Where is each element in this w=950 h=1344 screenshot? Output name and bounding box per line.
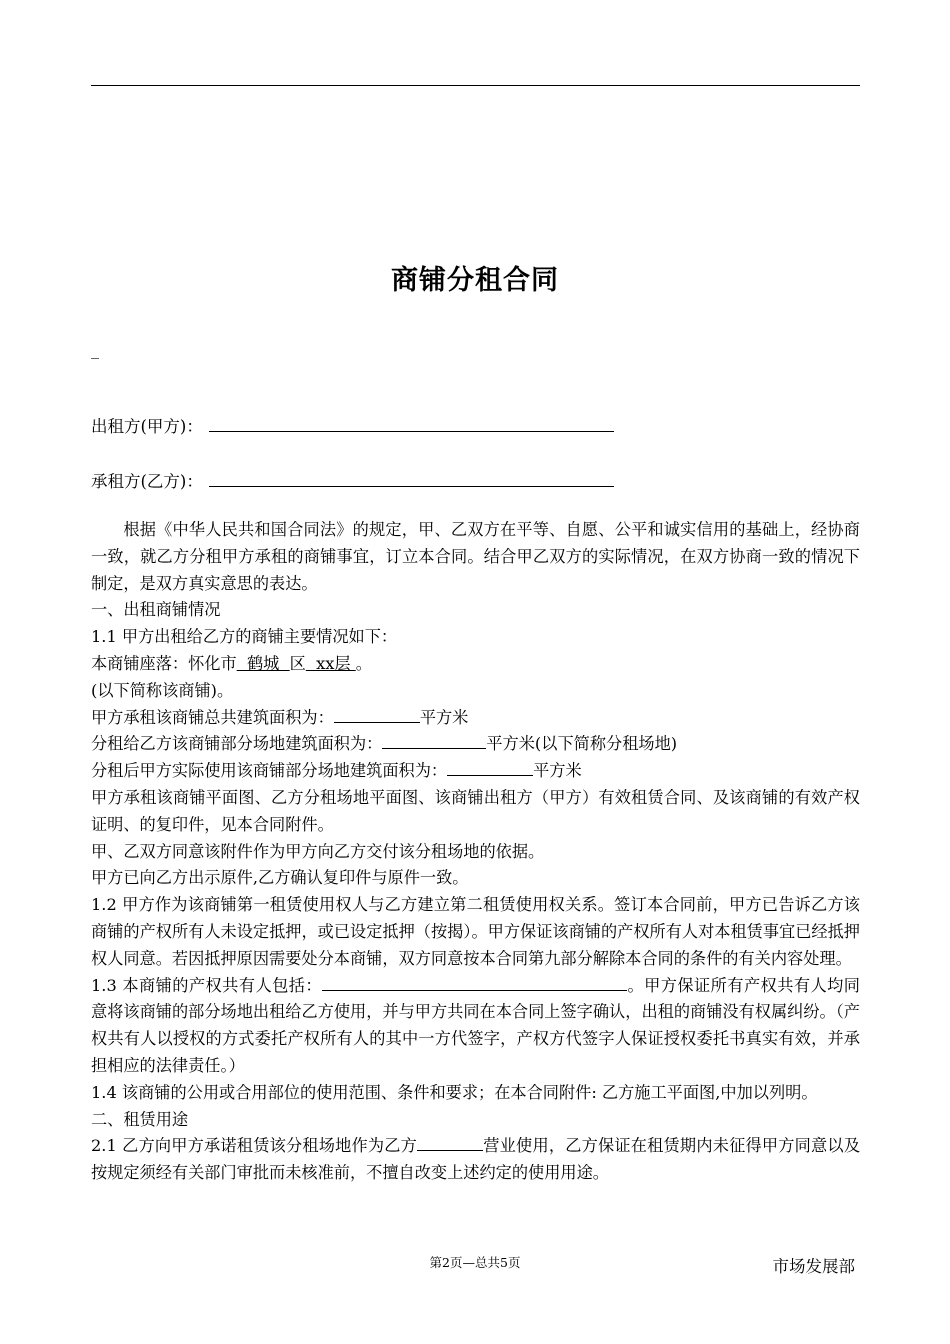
area-total-line: 甲方承租该商铺总共建筑面积为： 平方米 (91, 707, 469, 727)
clause-1-2: 1.2 甲方作为该商铺第一租赁使用权人与乙方建立第二租赁使用权关系。签订本合同前，甲方已告诉乙方该商铺的产权所有人未设定抵押，或已设定抵押（按揭）。甲方保证该商铺的产权所有人对本租赁事宜已经抵押权人同意。若因抵押原因需要处分本商铺，双方同意按本合同第九部分解除本合同的条件的有关内容处理。 (91, 895, 860, 968)
clause-1-1: 1.1 甲方出租给乙方的商铺主要情况如下： (91, 627, 398, 647)
lessor-label: 出租方(甲方)： (91, 417, 203, 436)
floor-value: xx层 (305, 653, 356, 673)
lessor-line (91, 413, 614, 437)
abbrev-line: (以下简称该商铺)。 (91, 680, 234, 700)
clause-1-4: 1.4 该商铺的公用或合用部位的使用范围、条件和要求；在本合同附件: 乙方施工平面图,中加以列明。 (91, 1082, 818, 1102)
location-line: 本商铺座落：怀化市 鹤城 区 xx层 。 (91, 653, 372, 673)
lessee-blank[interactable] (209, 470, 614, 487)
stray-dash: _ (91, 340, 99, 359)
page-number: 第2页—总共5页 (429, 1255, 521, 1270)
area-used-line: 分租后甲方实际使用该商铺部分场地建筑面积为： 平方米 (91, 761, 582, 781)
contract-body (91, 517, 860, 1187)
section-1-title: 一、出租商铺情况 (91, 600, 221, 620)
attachment-paragraph: 甲方承租该商铺平面图、乙方分租场地平面图、该商铺出租方（甲方）有效租赁合同、及该商铺的有效产权证明、的复印件，见本合同附件。 (91, 787, 860, 834)
clause-2-1: 2.1 乙方向甲方承诺租赁该分租场地作为乙方 营业使用，乙方保证在租赁期内未征得甲方同意以及按规定须经有关部门审批而未核准前，不擅自改变上述约定的使用用途。 (91, 1136, 861, 1183)
lessor-blank[interactable] (209, 415, 614, 432)
district-value: 鹤城 (236, 653, 290, 673)
clause-1-3: 1.3 本商铺的产权共有人包括： 。甲方保证所有产权共有人均同意将该商铺的部分场地出租给乙方使用，并与甲方共同在本合同上签字确认，出租的商铺没有权属纠纷。（产权共有人以授权的方式委托产权所有人的其中一方代签字，产权方代签字人保证授权委托书真实有效，并承担相应的法律责任。） (91, 975, 860, 1075)
lessee-line (91, 468, 614, 492)
lessee-label: 承租方(乙方)： (91, 472, 203, 491)
business-type-blank[interactable] (417, 1134, 483, 1151)
area-sublet-line: 分租给乙方该商铺部分场地建筑面积为： 平方米(以下简称分租场地) (91, 734, 678, 754)
co-owner-blank[interactable] (322, 974, 627, 991)
area-total-blank[interactable] (334, 706, 420, 723)
area-used-blank[interactable] (447, 759, 533, 776)
department-label: 市场发展部 (772, 1257, 855, 1276)
agree-line: 甲、乙双方同意该附件作为甲方向乙方交付该分租场地的依据。 (91, 841, 545, 861)
document-title: 商铺分租合同 (391, 265, 559, 296)
original-line: 甲方已向乙方出示原件,乙方确认复印件与原件一致。 (91, 868, 469, 888)
area-sublet-blank[interactable] (382, 732, 486, 749)
header-rule (91, 85, 860, 86)
intro-paragraph: 根据《中华人民共和国合同法》的规定，甲、乙双方在平等、自愿、公平和诚实信用的基础上，经协商一致，就乙方分租甲方承租的商铺事宜，订立本合同。结合甲乙双方的实际情况，在双方协商一致的情况下制定，是双方真实意思的表达。 (91, 520, 860, 593)
section-2-title: 二、租赁用途 (91, 1109, 189, 1129)
